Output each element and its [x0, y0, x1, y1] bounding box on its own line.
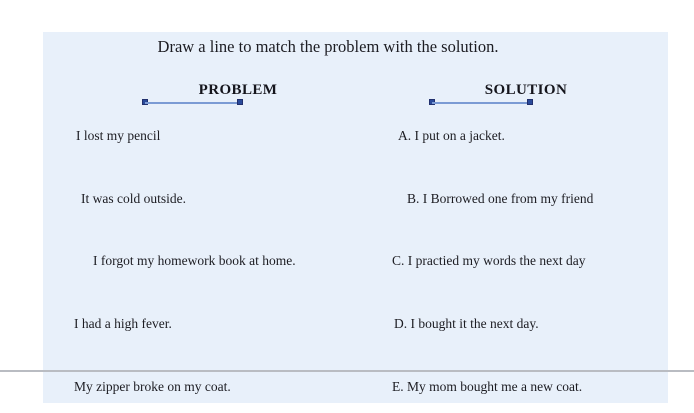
problem-item-1[interactable]: I lost my pencil — [76, 128, 161, 143]
problem-item-4[interactable]: I had a high fever. — [74, 316, 172, 331]
line-handle-end-icon — [237, 99, 243, 105]
column-header-problem: PROBLEM — [198, 82, 278, 98]
column-header-solution: SOLUTION — [484, 82, 568, 98]
problem-item-3[interactable]: I forgot my homework book at home. — [93, 253, 296, 268]
solution-header-underline — [429, 99, 533, 108]
problem-header-underline — [142, 99, 243, 108]
solution-item-5[interactable]: E. My mom bought me a new coat. — [392, 379, 583, 394]
solution-item-3[interactable]: C. I practied my words the next day — [392, 253, 586, 268]
underline-segment — [432, 102, 530, 104]
underline-segment — [145, 102, 240, 104]
problem-item-2[interactable]: It was cold outside. — [81, 191, 186, 206]
solution-item-1[interactable]: A. I put on a jacket. — [398, 128, 505, 143]
line-handle-end-icon — [527, 99, 533, 105]
page-title: Draw a line to match the problem with the solution. — [157, 37, 499, 56]
solution-item-2[interactable]: B. I Borrowed one from my friend — [407, 191, 594, 206]
problem-item-5[interactable]: My zipper broke on my coat. — [74, 379, 231, 394]
solution-item-4[interactable]: D. I bought it the next day. — [394, 316, 539, 331]
worksheet-panel — [43, 32, 668, 403]
bottom-divider — [0, 370, 694, 372]
